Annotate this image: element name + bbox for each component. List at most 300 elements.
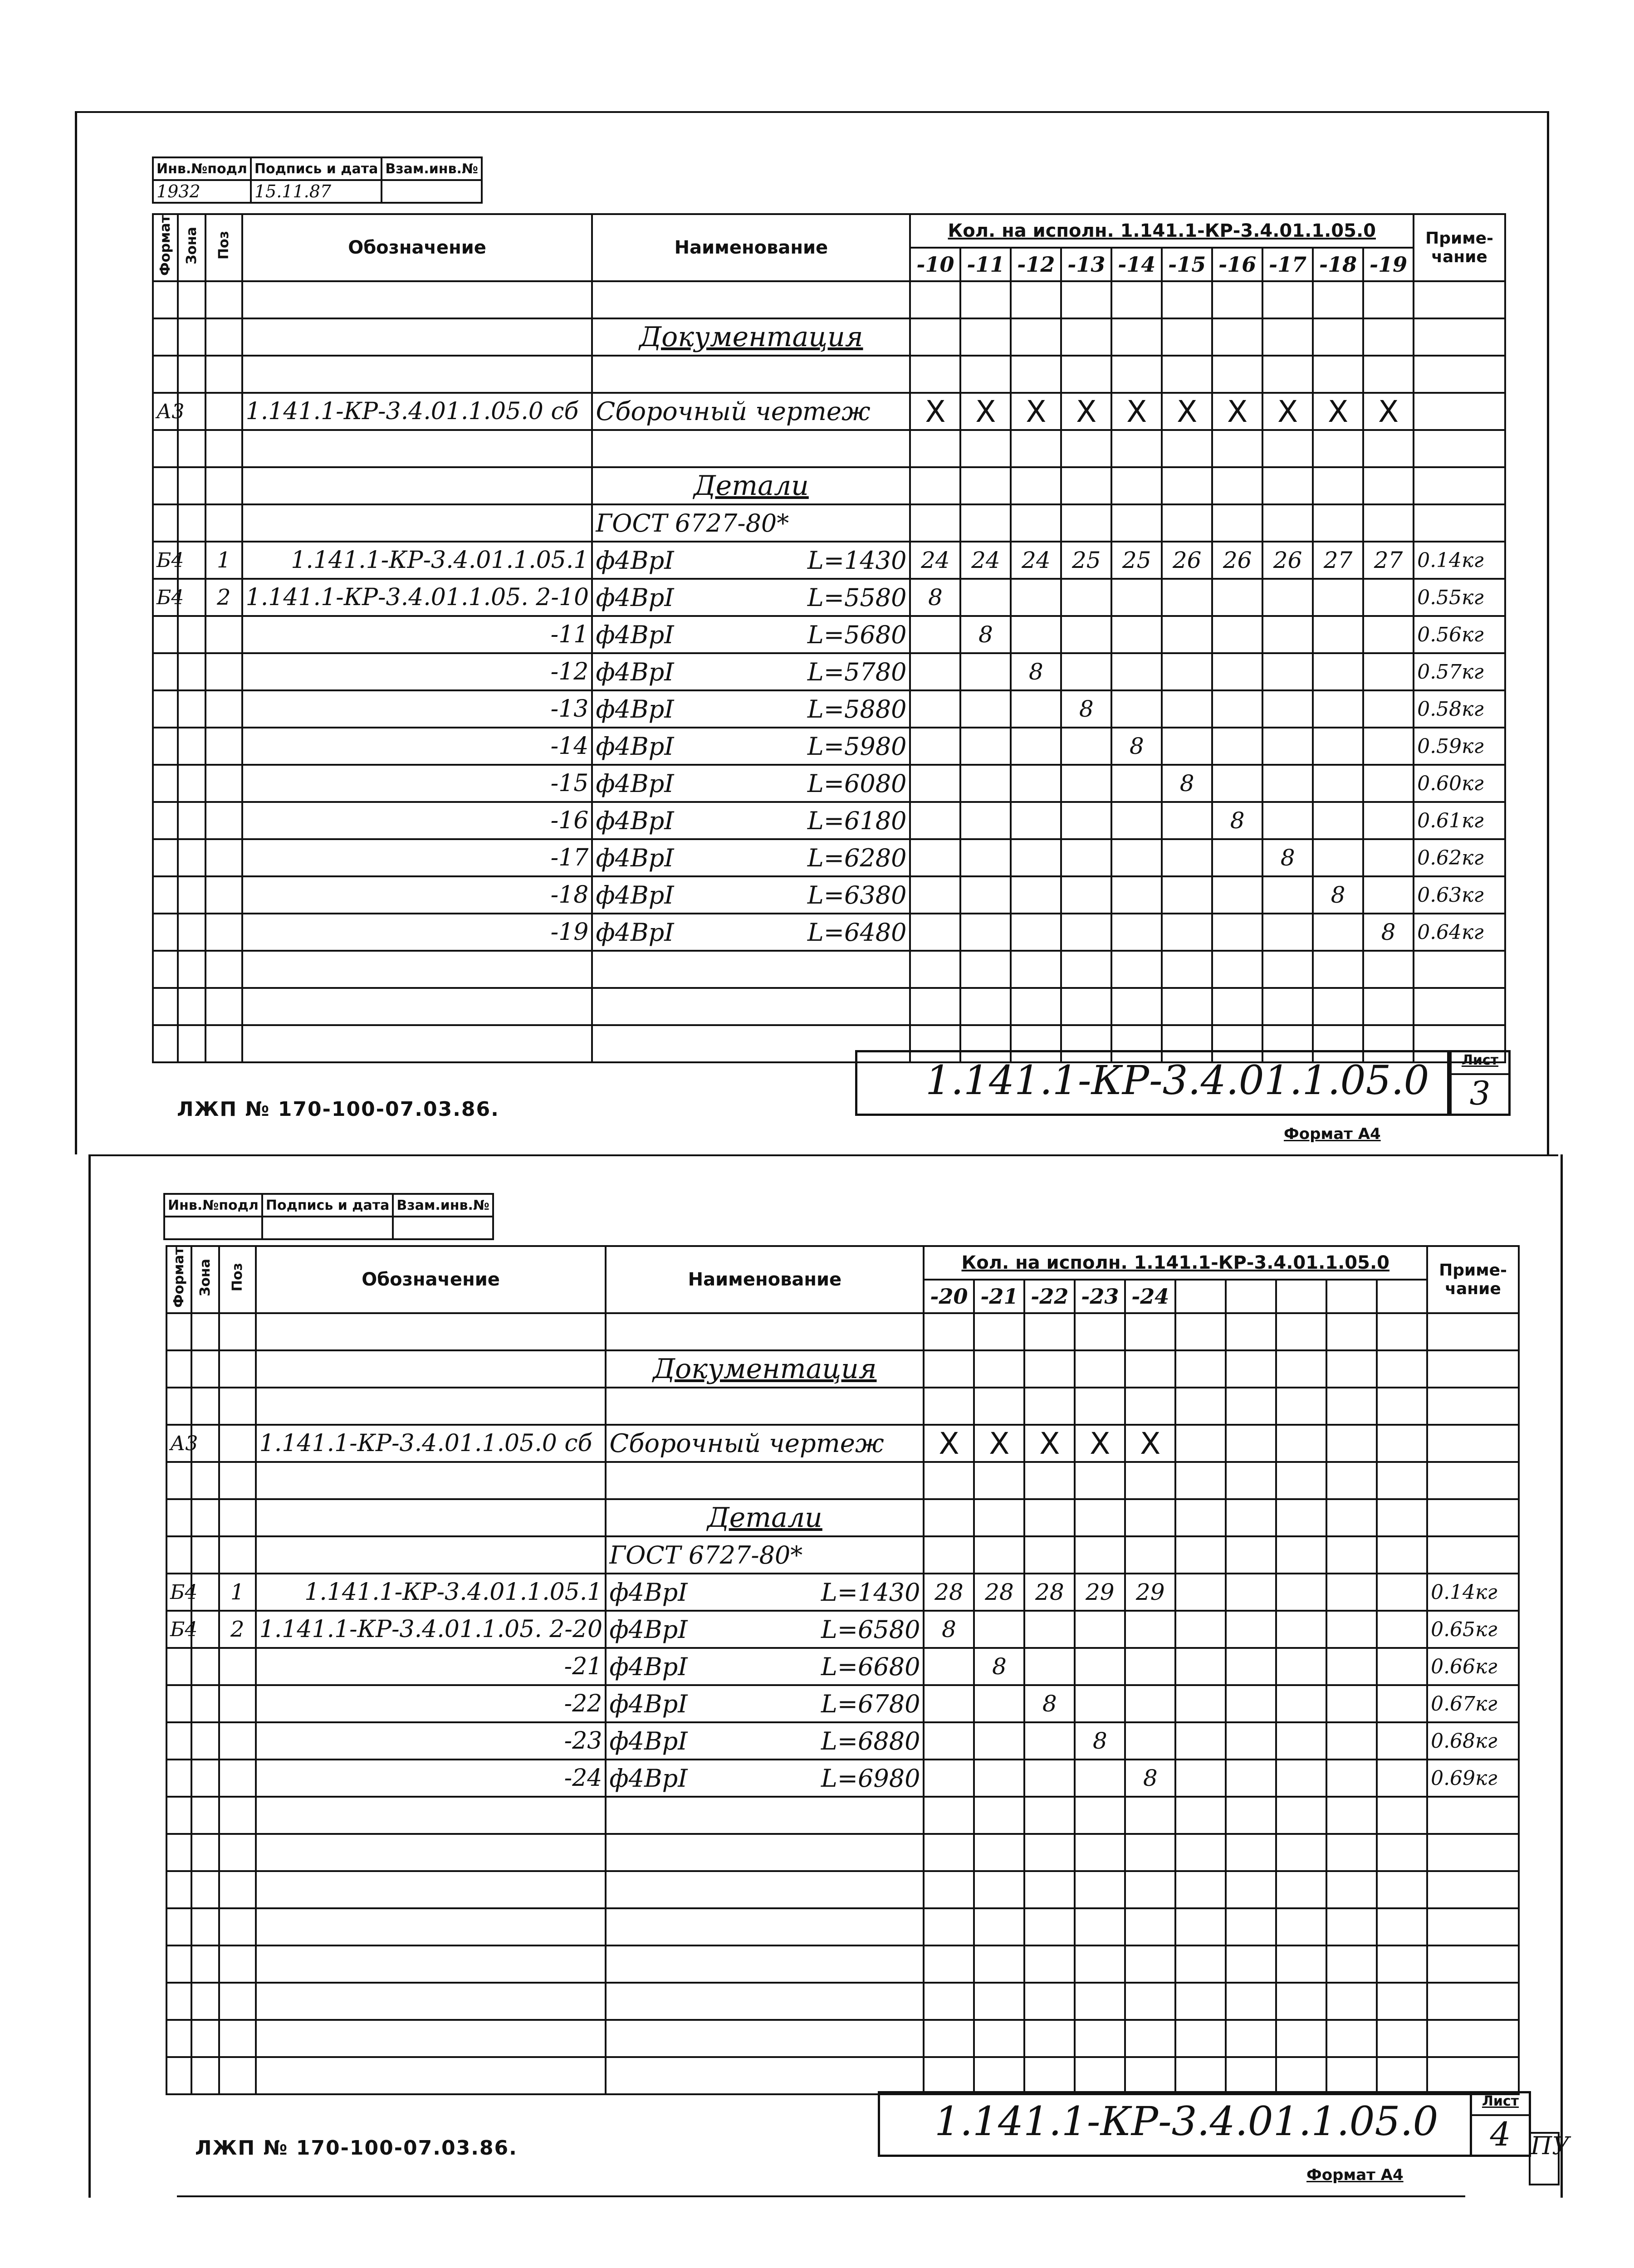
mass-note: 0.64кг <box>1414 914 1505 951</box>
qty-cell <box>1363 616 1414 653</box>
qty-cell <box>1363 579 1414 616</box>
part-name: ф4ВрI <box>596 843 674 872</box>
qty-cell <box>1061 653 1111 690</box>
qty-cell <box>1125 1648 1175 1685</box>
qty-cell <box>924 1760 974 1797</box>
sheet-number-box-4 <box>1470 2091 1531 2157</box>
qty-cell <box>1326 1685 1377 1722</box>
part-length: L=5580 <box>807 583 907 612</box>
qty-cell <box>1212 765 1262 802</box>
variant-header <box>1175 1280 1226 1313</box>
part-name: ф4ВрI <box>609 1689 688 1718</box>
part-length: L=6280 <box>807 843 907 872</box>
qty-cell: 27 <box>1313 542 1363 579</box>
qty-cell <box>1363 839 1414 876</box>
variant-header: -15 <box>1162 248 1212 281</box>
qty-cell <box>1313 690 1363 728</box>
qty-cell <box>1162 616 1212 653</box>
qty-cell: 28 <box>1024 1574 1075 1611</box>
approval-stamp-sheet-4 <box>163 1193 494 1240</box>
mass-note: 0.60кг <box>1414 765 1505 802</box>
part-name: ф4ВрI <box>596 583 674 612</box>
qty-cell <box>1212 690 1262 728</box>
mass-note: 0.61кг <box>1414 802 1505 839</box>
spec-row: -22 ф4ВрI L=6780 8 0.67кг <box>166 1685 1519 1722</box>
qty-cell <box>1276 1760 1326 1797</box>
qty-cell: 24 <box>1011 542 1061 579</box>
col-pos: Поз <box>219 1246 256 1313</box>
qty-cell <box>1024 1611 1075 1648</box>
qty-cell <box>1313 914 1363 951</box>
qty-cell <box>1262 728 1313 765</box>
qty-cell <box>1011 579 1061 616</box>
variant-header: -23 <box>1075 1280 1125 1313</box>
qty-cell: 24 <box>910 542 960 579</box>
doc-mark: X <box>1111 393 1162 430</box>
variant-header: -12 <box>1011 248 1061 281</box>
title-block-sheet-4 <box>878 2091 1472 2157</box>
qty-cell <box>1313 765 1363 802</box>
part-length: L=6480 <box>807 918 907 947</box>
col-note: Приме-чание <box>1414 214 1505 281</box>
part-name: ф4ВрI <box>596 546 674 575</box>
qty-cell <box>1061 914 1111 951</box>
spec-row: Б4 2 1.141.1-КР-3.4.01.1.05. 2-10 ф4ВрI L=5580 8 0.55кг <box>153 579 1505 616</box>
sign-value: 15.11.87 <box>251 180 382 203</box>
mass-note: 0.58кг <box>1414 690 1505 728</box>
col-format: Формат <box>166 1246 191 1313</box>
variant-header <box>1326 1280 1377 1313</box>
qty-cell: 26 <box>1212 542 1262 579</box>
qty-cell <box>1175 1685 1226 1722</box>
col-zone: Зона <box>191 1246 219 1313</box>
qty-cell <box>1111 616 1162 653</box>
qty-cell <box>1162 802 1212 839</box>
qty-cell <box>1125 1611 1175 1648</box>
doc-mark <box>1377 1425 1427 1462</box>
qty-cell <box>1075 1760 1125 1797</box>
qty-cell <box>1011 876 1061 914</box>
qty-cell: 8 <box>1262 839 1313 876</box>
qty-header: Кол. на исполн. 1.141.1-КР-3.4.01.1.05.0 <box>910 214 1414 248</box>
col-designation: Обозначение <box>242 214 592 281</box>
qty-cell: 28 <box>974 1574 1024 1611</box>
qty-cell <box>1313 579 1363 616</box>
qty-cell <box>1262 653 1313 690</box>
blank-row <box>166 1871 1519 1908</box>
mass-note: 0.57кг <box>1414 653 1505 690</box>
qty-cell <box>1011 690 1061 728</box>
qty-cell <box>910 914 960 951</box>
qty-cell <box>1162 914 1212 951</box>
qty-cell: 8 <box>910 579 960 616</box>
qty-cell: 27 <box>1363 542 1414 579</box>
qty-cell <box>1276 1648 1326 1685</box>
qty-cell: 28 <box>924 1574 974 1611</box>
variant-header: -17 <box>1262 248 1313 281</box>
qty-cell <box>974 1611 1024 1648</box>
inv-label: Инв.№подл <box>153 157 251 180</box>
qty-cell <box>1313 802 1363 839</box>
qty-cell <box>1262 616 1313 653</box>
qty-cell <box>1011 914 1061 951</box>
part-length: L=5680 <box>807 620 907 649</box>
mass-note: 0.62кг <box>1414 839 1505 876</box>
qty-cell <box>1061 579 1111 616</box>
qty-cell <box>1175 1611 1226 1648</box>
mass-note: 0.55кг <box>1414 579 1505 616</box>
col-name: Наименование <box>606 1246 924 1313</box>
qty-cell: 8 <box>924 1611 974 1648</box>
qty-cell <box>1226 1648 1276 1685</box>
part-name: ф4ВрI <box>596 732 674 761</box>
doc-mark: X <box>924 1425 974 1462</box>
qty-cell <box>1175 1648 1226 1685</box>
qty-cell <box>910 653 960 690</box>
qty-cell: 25 <box>1111 542 1162 579</box>
blank-row <box>166 1983 1519 2020</box>
qty-cell <box>924 1722 974 1760</box>
qty-cell <box>1326 1760 1377 1797</box>
doc-row: А3 1.141.1-КР-3.4.01.1.05.0 сб Сборочный чертеж X X X X X X X X X X <box>153 393 1505 430</box>
qty-cell <box>974 1760 1024 1797</box>
variant-header: -22 <box>1024 1280 1075 1313</box>
qty-cell <box>1313 839 1363 876</box>
qty-cell <box>1377 1685 1427 1722</box>
part-name: ф4ВрI <box>596 694 674 723</box>
mass-note: 0.14кг <box>1427 1574 1519 1611</box>
blank-row <box>153 281 1505 318</box>
spec-row: -12 ф4ВрI L=5780 8 0.57кг <box>153 653 1505 690</box>
part-length: L=1430 <box>807 546 907 575</box>
doc-mark <box>1276 1425 1326 1462</box>
qty-cell <box>1363 728 1414 765</box>
section-documentation-text: Документация <box>639 321 863 353</box>
qty-cell <box>1011 839 1061 876</box>
part-name: ф4ВрI <box>609 1578 688 1607</box>
qty-cell <box>1262 579 1313 616</box>
part-name: ф4ВрI <box>609 1764 688 1793</box>
doc-mark: X <box>1125 1425 1175 1462</box>
qty-cell <box>1162 839 1212 876</box>
blank-row <box>166 1388 1519 1425</box>
sheet-number: 4 <box>1490 2115 1511 2153</box>
part-length: L=6880 <box>821 1726 920 1755</box>
qty-cell <box>1175 1574 1226 1611</box>
blank-row <box>166 2057 1519 2094</box>
spec-row: Б4 1 1.141.1-КР-3.4.01.1.05.1 ф4ВрI L=1430 28 28 28 29 29 0.14кг <box>166 1574 1519 1611</box>
qty-cell <box>1011 616 1061 653</box>
sheet-3-top-border <box>75 111 1549 113</box>
qty-cell <box>960 839 1011 876</box>
qty-cell <box>910 802 960 839</box>
qty-cell <box>1212 914 1262 951</box>
doc-row: А3 1.141.1-КР-3.4.01.1.05.0 сб Сборочный чертеж X X X X X <box>166 1425 1519 1462</box>
qty-cell <box>1061 802 1111 839</box>
mass-note: 0.67кг <box>1427 1685 1519 1722</box>
qty-cell <box>960 876 1011 914</box>
blank-row <box>153 430 1505 467</box>
section-parts <box>153 467 1505 504</box>
inv-label: Инв.№подл <box>164 1194 262 1217</box>
qty-cell <box>1377 1648 1427 1685</box>
doc-mark: X <box>1313 393 1363 430</box>
doc-mark: X <box>1262 393 1313 430</box>
qty-cell <box>1377 1760 1427 1797</box>
part-length: L=5980 <box>807 732 907 761</box>
blank-row <box>166 1945 1519 1983</box>
qty-cell: 8 <box>1363 914 1414 951</box>
qty-cell <box>1326 1648 1377 1685</box>
qty-cell <box>1162 690 1212 728</box>
doc-mark: X <box>1075 1425 1125 1462</box>
qty-cell <box>1262 876 1313 914</box>
spec-row: -14 ф4ВрI L=5980 8 0.59кг <box>153 728 1505 765</box>
qty-cell: 8 <box>1061 690 1111 728</box>
qty-cell <box>910 876 960 914</box>
section-parts <box>166 1499 1519 1536</box>
qty-cell <box>1276 1685 1326 1722</box>
qty-cell <box>910 728 960 765</box>
blank-row <box>153 951 1505 988</box>
part-name: ф4ВрI <box>596 620 674 649</box>
section-documentation <box>166 1350 1519 1388</box>
qty-cell <box>1276 1574 1326 1611</box>
section-parts-text: Детали <box>707 1502 822 1534</box>
qty-cell <box>1162 728 1212 765</box>
qty-cell <box>960 802 1011 839</box>
variant-header: -20 <box>924 1280 974 1313</box>
qty-cell <box>1061 728 1111 765</box>
variant-header: -10 <box>910 248 960 281</box>
inv-value: 1932 <box>153 180 251 203</box>
qty-cell <box>1111 653 1162 690</box>
qty-cell <box>1011 765 1061 802</box>
doc-mark: X <box>1212 393 1262 430</box>
doc-mark <box>1326 1425 1377 1462</box>
qty-cell <box>1075 1685 1125 1722</box>
part-name: ф4ВрI <box>596 806 674 835</box>
qty-cell <box>960 765 1011 802</box>
title-block-sheet-3 <box>855 1050 1449 1116</box>
part-length: L=6780 <box>821 1689 920 1718</box>
part-length: L=5780 <box>807 657 907 686</box>
qty-cell <box>924 1685 974 1722</box>
doc-mark: X <box>1024 1425 1075 1462</box>
col-format: Формат <box>153 214 178 281</box>
qty-cell <box>1212 876 1262 914</box>
spec-row: -17 ф4ВрI L=6280 8 0.62кг <box>153 839 1505 876</box>
qty-cell <box>1226 1574 1276 1611</box>
spec-row: -23 ф4ВрI L=6880 8 0.68кг <box>166 1722 1519 1760</box>
qty-cell <box>1212 616 1262 653</box>
variant-header: -13 <box>1061 248 1111 281</box>
qty-cell <box>1313 616 1363 653</box>
qty-cell: 8 <box>1212 802 1262 839</box>
part-length: L=5880 <box>807 694 907 723</box>
qty-cell <box>1262 765 1313 802</box>
qty-cell <box>1024 1722 1075 1760</box>
qty-cell: 26 <box>1262 542 1313 579</box>
qty-cell <box>1377 1574 1427 1611</box>
qty-cell: 26 <box>1162 542 1212 579</box>
sign-label: Подпись и дата <box>262 1194 393 1217</box>
doc-mark: X <box>1363 393 1414 430</box>
qty-cell <box>1011 802 1061 839</box>
blank-row <box>166 1462 1519 1499</box>
blank-row <box>166 1313 1519 1350</box>
part-length: L=6980 <box>821 1764 920 1793</box>
blank-row <box>153 356 1505 393</box>
qty-cell <box>1226 1760 1276 1797</box>
qty-cell <box>1162 579 1212 616</box>
qty-cell: 8 <box>1111 728 1162 765</box>
mass-note: 0.14кг <box>1414 542 1505 579</box>
qty-cell <box>1061 765 1111 802</box>
sheet-number: 3 <box>1469 1074 1491 1112</box>
qty-cell <box>960 914 1011 951</box>
doc-mark: X <box>1162 393 1212 430</box>
qty-cell: 25 <box>1061 542 1111 579</box>
qty-cell <box>1111 802 1162 839</box>
qty-cell <box>1125 1722 1175 1760</box>
gost-row: ГОСТ 6727-80* <box>166 1536 1519 1574</box>
spec-row: Б4 1 1.141.1-КР-3.4.01.1.05.1 ф4ВрI L=1430 24 24 24 25 25 26 26 26 27 27 0.14кг <box>153 542 1505 579</box>
qty-cell <box>1212 653 1262 690</box>
part-length: L=6580 <box>821 1615 920 1644</box>
blank-row <box>153 988 1505 1025</box>
title-code: 1.141.1-КР-3.4.01.1.05.0 <box>934 2098 1438 2145</box>
variant-header: -11 <box>960 248 1011 281</box>
qty-cell <box>1162 653 1212 690</box>
qty-cell <box>1175 1760 1226 1797</box>
qty-cell <box>910 765 960 802</box>
blank-row <box>166 1797 1519 1834</box>
mass-note: 0.63кг <box>1414 876 1505 914</box>
qty-cell: 8 <box>1125 1760 1175 1797</box>
sheet-label: Лист <box>1472 2093 1529 2116</box>
part-name: ф4ВрI <box>596 918 674 947</box>
spec-row: -13 ф4ВрI L=5880 8 0.58кг <box>153 690 1505 728</box>
qty-cell <box>1061 876 1111 914</box>
qty-cell: 8 <box>960 616 1011 653</box>
part-name: ф4ВрI <box>596 880 674 909</box>
qty-cell <box>1175 1722 1226 1760</box>
col-pos: Поз <box>205 214 242 281</box>
variant-header: -18 <box>1313 248 1363 281</box>
qty-cell: 8 <box>1162 765 1212 802</box>
qty-cell <box>1326 1722 1377 1760</box>
col-zone: Зона <box>178 214 205 281</box>
qty-cell <box>960 653 1011 690</box>
qty-cell <box>1125 1685 1175 1722</box>
vzam-label: Взам.инв.№ <box>382 157 482 180</box>
section-documentation-text: Документация <box>653 1353 877 1385</box>
qty-cell: 8 <box>1024 1685 1075 1722</box>
spec-row: Б4 2 1.141.1-КР-3.4.01.1.05. 2-20 ф4ВрI L=6580 8 0.65кг <box>166 1611 1519 1648</box>
spec-row: -18 ф4ВрI L=6380 8 0.63кг <box>153 876 1505 914</box>
spec-row: -15 ф4ВрI L=6080 8 0.60кг <box>153 765 1505 802</box>
qty-cell <box>974 1685 1024 1722</box>
qty-cell: 29 <box>1125 1574 1175 1611</box>
footer-code-3: ЛЖП № 170-100-07.03.86. <box>177 1098 499 1121</box>
qty-cell <box>1212 728 1262 765</box>
spec-row: -16 ф4ВрI L=6180 8 0.61кг <box>153 802 1505 839</box>
qty-cell <box>1024 1760 1075 1797</box>
spec-row: -24 ф4ВрI L=6980 8 0.69кг <box>166 1760 1519 1797</box>
variant-header: -14 <box>1111 248 1162 281</box>
variant-header: -21 <box>974 1280 1024 1313</box>
variant-header <box>1276 1280 1326 1313</box>
section-parts-text: Детали <box>694 470 809 502</box>
spec-row: -11 ф4ВрI L=5680 8 0.56кг <box>153 616 1505 653</box>
blank-row <box>166 2020 1519 2057</box>
qty-cell <box>1061 616 1111 653</box>
qty-cell <box>924 1648 974 1685</box>
qty-cell <box>960 690 1011 728</box>
variant-header <box>1377 1280 1427 1313</box>
qty-cell <box>1313 728 1363 765</box>
col-designation: Обозначение <box>256 1246 606 1313</box>
qty-cell: 24 <box>960 542 1011 579</box>
spec-row: -21 ф4ВрI L=6680 8 0.66кг <box>166 1648 1519 1685</box>
sign-label: Подпись и дата <box>251 157 382 180</box>
qty-cell <box>1262 914 1313 951</box>
qty-cell <box>960 728 1011 765</box>
qty-cell: 8 <box>1313 876 1363 914</box>
spec-row: -19 ф4ВрI L=6480 8 0.64кг <box>153 914 1505 951</box>
qty-cell <box>1061 839 1111 876</box>
part-length: L=1430 <box>821 1578 920 1607</box>
vzam-label: Взам.инв.№ <box>393 1194 493 1217</box>
qty-cell <box>1276 1611 1326 1648</box>
format-label-3: Формат А4 <box>1284 1125 1381 1143</box>
variant-header: -16 <box>1212 248 1262 281</box>
qty-cell <box>910 690 960 728</box>
qty-cell <box>1212 579 1262 616</box>
corner-mark: ПУ <box>1529 2132 1560 2185</box>
spec-table-sheet-3 <box>152 213 1506 1063</box>
section-documentation <box>153 318 1505 356</box>
col-name: Наименование <box>592 214 910 281</box>
part-length: L=6180 <box>807 806 907 835</box>
mass-note: 0.65кг <box>1427 1611 1519 1648</box>
qty-cell: 8 <box>1075 1722 1125 1760</box>
qty-cell <box>1363 802 1414 839</box>
doc-mark: X <box>910 393 960 430</box>
col-note: Приме-чание <box>1427 1246 1519 1313</box>
qty-cell <box>1111 876 1162 914</box>
part-length: L=6680 <box>821 1652 920 1681</box>
mass-note: 0.66кг <box>1427 1648 1519 1685</box>
sheet-label: Лист <box>1452 1052 1508 1075</box>
qty-cell: 8 <box>1011 653 1061 690</box>
doc-mark: X <box>1011 393 1061 430</box>
qty-cell <box>1111 690 1162 728</box>
qty-cell <box>1111 765 1162 802</box>
approval-stamp-sheet-3 <box>152 156 483 204</box>
doc-mark <box>1226 1425 1276 1462</box>
spec-table-sheet-4 <box>166 1245 1520 2095</box>
doc-mark: X <box>960 393 1011 430</box>
qty-cell <box>1111 579 1162 616</box>
qty-cell <box>1226 1611 1276 1648</box>
format-label-4: Формат А4 <box>1306 2166 1404 2184</box>
qty-cell <box>1011 728 1061 765</box>
qty-cell <box>1262 802 1313 839</box>
doc-mark: X <box>974 1425 1024 1462</box>
qty-cell <box>1226 1722 1276 1760</box>
